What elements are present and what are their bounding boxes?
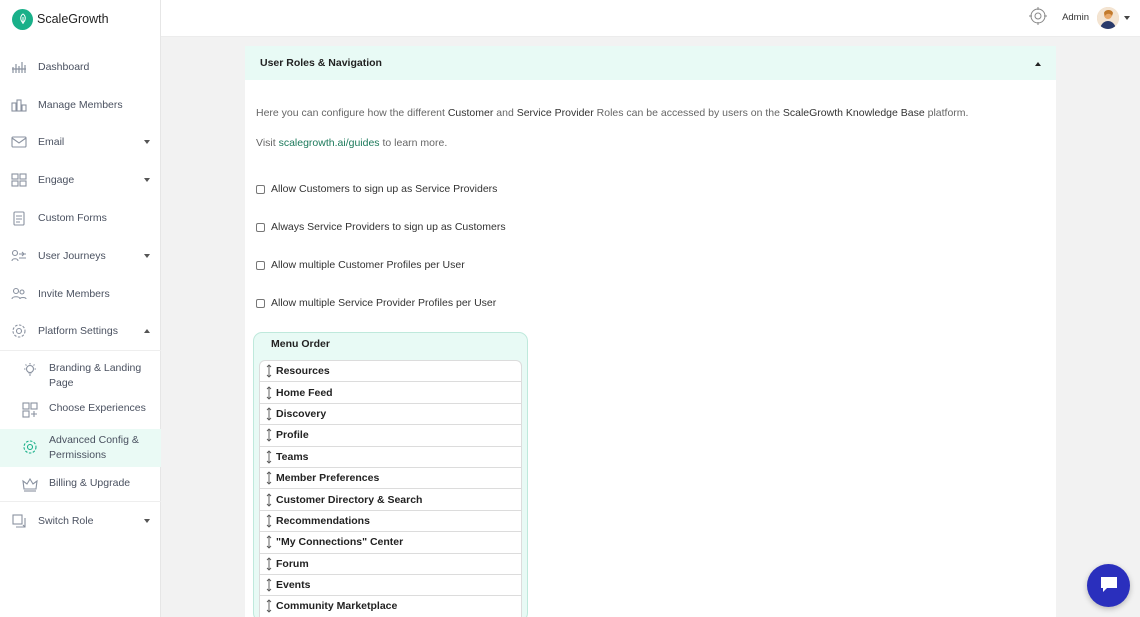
sidebar-item-custom-forms[interactable] bbox=[0, 199, 161, 237]
menu-order-item[interactable] bbox=[260, 468, 521, 489]
menu-order-label: Discovery bbox=[276, 407, 327, 420]
menu-order-label: Profile bbox=[276, 429, 309, 442]
chat-bubble-icon bbox=[1098, 573, 1120, 598]
sidebar-item-switch-role[interactable] bbox=[0, 501, 161, 539]
menu-order-label: Forum bbox=[276, 557, 309, 570]
sidebar-subitem-branding[interactable] bbox=[0, 359, 161, 397]
sidebar-subitem-billing[interactable] bbox=[0, 467, 161, 501]
brand[interactable] bbox=[0, 0, 160, 38]
intro-text: Here you can configure how the different Customer and Service Provider Roles can be accessed by users on the ScaleGrowth Knowledge Base platform. bbox=[256, 107, 969, 119]
forms-icon bbox=[11, 210, 27, 226]
user-role-label[interactable]: Admin bbox=[1062, 12, 1089, 23]
checkbox[interactable] bbox=[256, 261, 265, 270]
menu-order-label: Member Preferences bbox=[276, 472, 380, 485]
drag-handle-icon[interactable] bbox=[265, 493, 273, 507]
gear-icon bbox=[22, 439, 38, 455]
journey-icon bbox=[11, 248, 27, 264]
menu-order-box bbox=[253, 332, 528, 617]
menu-order-item[interactable] bbox=[260, 511, 521, 532]
drag-handle-icon[interactable] bbox=[265, 428, 273, 442]
engage-grid-icon bbox=[11, 172, 27, 188]
crown-icon bbox=[22, 477, 38, 493]
user-roles-panel bbox=[245, 46, 1056, 617]
sidebar-subitem-advanced-config[interactable] bbox=[0, 429, 161, 467]
user-menu bbox=[1028, 6, 1130, 29]
checkbox-row[interactable] bbox=[256, 221, 506, 233]
menu-order-title: Menu Order bbox=[271, 338, 330, 350]
drag-handle-icon[interactable] bbox=[265, 386, 273, 400]
checkbox-row[interactable] bbox=[256, 183, 497, 195]
drag-handle-icon[interactable] bbox=[265, 599, 273, 613]
sidebar-item-user-journeys[interactable] bbox=[0, 237, 161, 275]
menu-order-item[interactable] bbox=[260, 425, 521, 446]
avatar[interactable] bbox=[1097, 7, 1119, 29]
checkbox[interactable] bbox=[256, 185, 265, 194]
sidebar-item-label: Custom Forms bbox=[38, 212, 107, 225]
chevron-down-icon[interactable] bbox=[144, 140, 150, 144]
checkbox[interactable] bbox=[256, 223, 265, 232]
menu-order-item[interactable] bbox=[260, 361, 521, 382]
menu-order-label: Events bbox=[276, 579, 311, 592]
sidebar-subitem-label: Advanced Config & Permissions bbox=[49, 434, 139, 462]
checkbox-label: Allow multiple Service Provider Profiles per User bbox=[271, 297, 497, 309]
drag-handle-icon[interactable] bbox=[265, 514, 273, 528]
checkbox-label: Allow Customers to sign up as Service Providers bbox=[271, 183, 498, 195]
drag-handle-icon[interactable] bbox=[265, 407, 273, 421]
chevron-down-icon[interactable] bbox=[144, 519, 150, 523]
menu-order-label: Teams bbox=[276, 450, 309, 463]
building-chart-icon bbox=[11, 97, 27, 113]
sidebar-subitem-label: Billing & Upgrade bbox=[49, 477, 131, 490]
checkbox-row[interactable] bbox=[256, 259, 465, 271]
drag-handle-icon[interactable] bbox=[265, 471, 273, 485]
menu-order-item[interactable] bbox=[260, 382, 521, 403]
leaf-logo-icon bbox=[12, 9, 33, 30]
sidebar-item-engage[interactable] bbox=[0, 161, 161, 199]
menu-order-item[interactable] bbox=[260, 596, 521, 617]
bar-chart-icon bbox=[11, 59, 27, 75]
guides-link[interactable]: scalegrowth.ai/guides bbox=[278, 137, 380, 149]
panel-header[interactable] bbox=[245, 46, 1056, 80]
sidebar-nav bbox=[0, 48, 161, 539]
checkbox-row[interactable] bbox=[256, 297, 496, 309]
menu-order-item[interactable] bbox=[260, 404, 521, 425]
chevron-down-icon[interactable] bbox=[144, 178, 150, 182]
platform-settings-submenu bbox=[0, 350, 161, 501]
chat-button[interactable] bbox=[1087, 564, 1130, 607]
menu-order-label: Customer Directory & Search bbox=[276, 493, 423, 506]
brand-name: ScaleGrowth bbox=[37, 12, 109, 26]
sidebar-item-label: User Journeys bbox=[38, 249, 106, 262]
panel-title: User Roles & Navigation bbox=[260, 57, 382, 69]
sidebar-item-label: Dashboard bbox=[38, 60, 90, 73]
chevron-up-icon[interactable] bbox=[144, 329, 150, 333]
menu-order-item[interactable] bbox=[260, 532, 521, 553]
menu-order-list bbox=[259, 360, 522, 617]
gear-icon bbox=[11, 323, 27, 339]
sidebar-item-label: Switch Role bbox=[38, 514, 94, 527]
chevron-down-icon[interactable] bbox=[1124, 16, 1130, 20]
sidebar-item-invite-members[interactable] bbox=[0, 275, 161, 313]
sidebar-subitem-label: Choose Experiences bbox=[49, 402, 146, 415]
sidebar-item-dashboard[interactable] bbox=[0, 48, 161, 86]
sidebar-subitem-label: Branding & Landing Page bbox=[49, 362, 142, 390]
top-bar bbox=[161, 0, 1140, 37]
sidebar-item-label: Email bbox=[38, 136, 65, 149]
menu-order-item[interactable] bbox=[260, 554, 521, 575]
switch-role-icon bbox=[11, 513, 27, 529]
checkbox-label: Allow multiple Customer Profiles per User bbox=[271, 259, 465, 271]
drag-handle-icon[interactable] bbox=[265, 535, 273, 549]
menu-order-item[interactable] bbox=[260, 489, 521, 510]
sidebar-subitem-choose-experiences[interactable] bbox=[0, 397, 161, 429]
ai-assistant-icon[interactable] bbox=[1028, 6, 1048, 29]
drag-handle-icon[interactable] bbox=[265, 557, 273, 571]
checkbox[interactable] bbox=[256, 299, 265, 308]
invite-users-icon bbox=[11, 286, 27, 302]
menu-order-label: "My Connections" Center bbox=[276, 536, 404, 549]
checkbox-label: Always Service Providers to sign up as Customers bbox=[271, 221, 506, 233]
drag-handle-icon[interactable] bbox=[265, 364, 273, 378]
sidebar-item-platform-settings[interactable] bbox=[0, 313, 161, 351]
lightbulb-icon bbox=[22, 362, 38, 378]
visit-text: Visit scalegrowth.ai/guides to learn more. bbox=[256, 137, 448, 149]
sidebar-item-manage-members[interactable] bbox=[0, 86, 161, 124]
drag-handle-icon[interactable] bbox=[265, 578, 273, 592]
collapse-icon[interactable] bbox=[1035, 62, 1041, 66]
drag-handle-icon[interactable] bbox=[265, 450, 273, 464]
sidebar-item-label: Manage Members bbox=[38, 98, 123, 111]
chevron-down-icon[interactable] bbox=[144, 254, 150, 258]
experiences-grid-icon bbox=[22, 402, 38, 418]
menu-order-label: Community Marketplace bbox=[276, 600, 398, 613]
menu-order-item[interactable] bbox=[260, 447, 521, 468]
sidebar-item-email[interactable] bbox=[0, 124, 161, 162]
menu-order-label: Recommendations bbox=[276, 514, 370, 527]
menu-order-item[interactable] bbox=[260, 575, 521, 596]
menu-order-label: Resources bbox=[276, 365, 330, 378]
sidebar-item-label: Engage bbox=[38, 174, 75, 187]
sidebar-item-label: Invite Members bbox=[38, 287, 110, 300]
menu-order-label: Home Feed bbox=[276, 386, 333, 399]
sidebar-item-label: Platform Settings bbox=[38, 325, 118, 338]
email-icon bbox=[11, 134, 27, 150]
sidebar bbox=[0, 0, 161, 617]
